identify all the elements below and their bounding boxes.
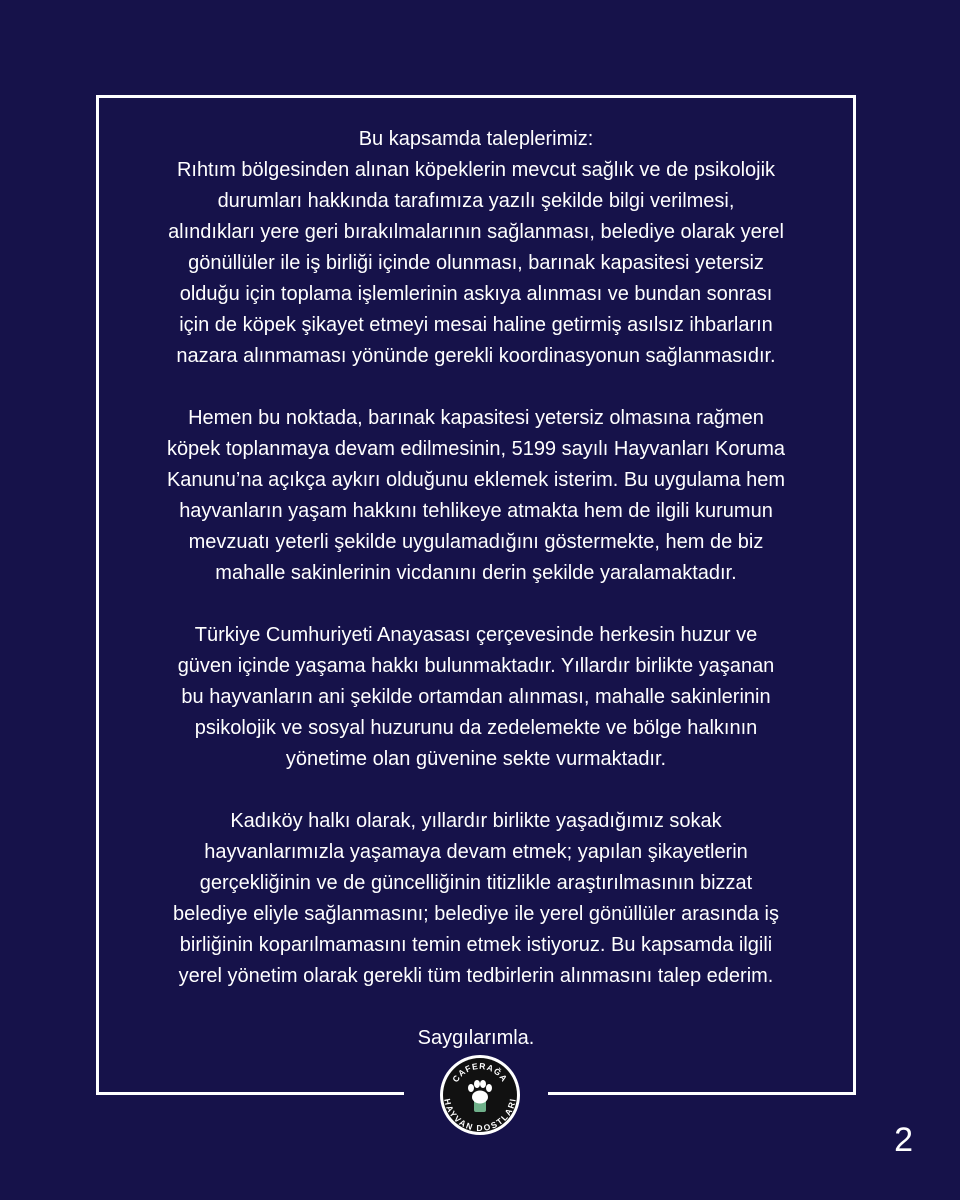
text-line: mahalle sakinlerinin vicdanını derin şekilde yaralamaktadır. bbox=[215, 562, 737, 584]
text-line: hayvanların yaşam hakkını tehlikeye atmakta hem de ilgili kurumun bbox=[179, 500, 773, 522]
text-line: Türkiye Cumhuriyeti Anayasası çerçevesinde herkesin huzur ve bbox=[194, 624, 758, 646]
text-line: belediye eliyle sağlanmasını; belediye ile yerel gönüllüler arasında iş bbox=[173, 903, 779, 925]
logo-bottom-text: HAYVAN DOSTLARI bbox=[441, 1097, 519, 1134]
letter-body bbox=[110, 124, 842, 1085]
text-line: için de köpek şikayet etmeyi mesai haline getirmiş asılsız ihbarların bbox=[179, 314, 773, 336]
text-line: nazara alınmaması yönünde gerekli koordinasyonun sağlanmasıdır. bbox=[176, 345, 776, 367]
paragraph-law bbox=[110, 403, 842, 589]
text-line: Hemen bu noktada, barınak kapasitesi yetersiz olmasına rağmen bbox=[188, 407, 764, 429]
text-line: gerçekliğinin ve de güncelliğinin titizlikle araştırılmasının bizzat bbox=[199, 872, 753, 894]
logo-graphic bbox=[439, 1054, 521, 1136]
text-line: Rıhtım bölgesinden alınan köpeklerin mevcut sağlık ve de psikolojik bbox=[176, 159, 776, 181]
logo-top-text: CAFERAĞA bbox=[450, 1060, 510, 1084]
text-line: alındıkları yere geri bırakılmalarının sağlanması, belediye olarak yerel bbox=[168, 221, 784, 243]
text-line: yerel yönetim olarak gerekli tüm tedbirlerin alınmasını talep ederim. bbox=[178, 965, 774, 987]
text-line: hayvanlarımızla yaşamaya devam etmek; yapılan şikayetlerin bbox=[204, 841, 748, 863]
text-line: köpek toplanmaya devam edilmesinin, 5199 sayılı Hayvanları Koruma bbox=[166, 438, 786, 460]
page-number: 2 bbox=[894, 1121, 913, 1159]
text-line: Bu kapsamda taleplerimiz: bbox=[358, 128, 594, 150]
closing-text: Saygılarımla. bbox=[417, 1027, 535, 1049]
paragraph-requests bbox=[110, 124, 842, 372]
paragraph-kadikoy bbox=[110, 806, 842, 992]
text-line: mevzuatı yeterli şekilde uygulamadığını göstermekte, hem de biz bbox=[188, 531, 764, 553]
text-line: Kadıköy halkı olarak, yıllardır birlikte yaşadığımız sokak bbox=[230, 810, 722, 832]
text-line: gönüllüler ile iş birliği içinde olunması, barınak kapasitesi yetersiz bbox=[188, 252, 764, 274]
text-line: psikolojik ve sosyal huzurunu da zedelemekte ve bölge halkının bbox=[194, 717, 758, 739]
text-line: yönetime olan güvenine sekte vurmaktadır. bbox=[285, 748, 667, 770]
text-line: olduğu için toplama işlemlerinin askıya alınması ve bundan sonrası bbox=[179, 283, 773, 305]
text-line: bu hayvanların ani şekilde ortamdan alınması, mahalle sakinlerinin bbox=[181, 686, 771, 708]
caferaga-logo bbox=[439, 1054, 521, 1136]
text-line: Kanunu’na açıkça aykırı olduğunu eklemek isterim. Bu uygulama hem bbox=[166, 469, 786, 491]
text-line: güven içinde yaşama hakkı bulunmaktadır. Yıllardır birlikte yaşanan bbox=[177, 655, 775, 677]
paragraph-constitution bbox=[110, 620, 842, 775]
text-line: durumları hakkında tarafımıza yazılı şekilde bilgi verilmesi, bbox=[217, 190, 735, 212]
paragraph-closing bbox=[110, 1023, 842, 1054]
text-line: birliğinin koparılmamasını temin etmek istiyoruz. Bu kapsamda ilgili bbox=[179, 934, 773, 956]
